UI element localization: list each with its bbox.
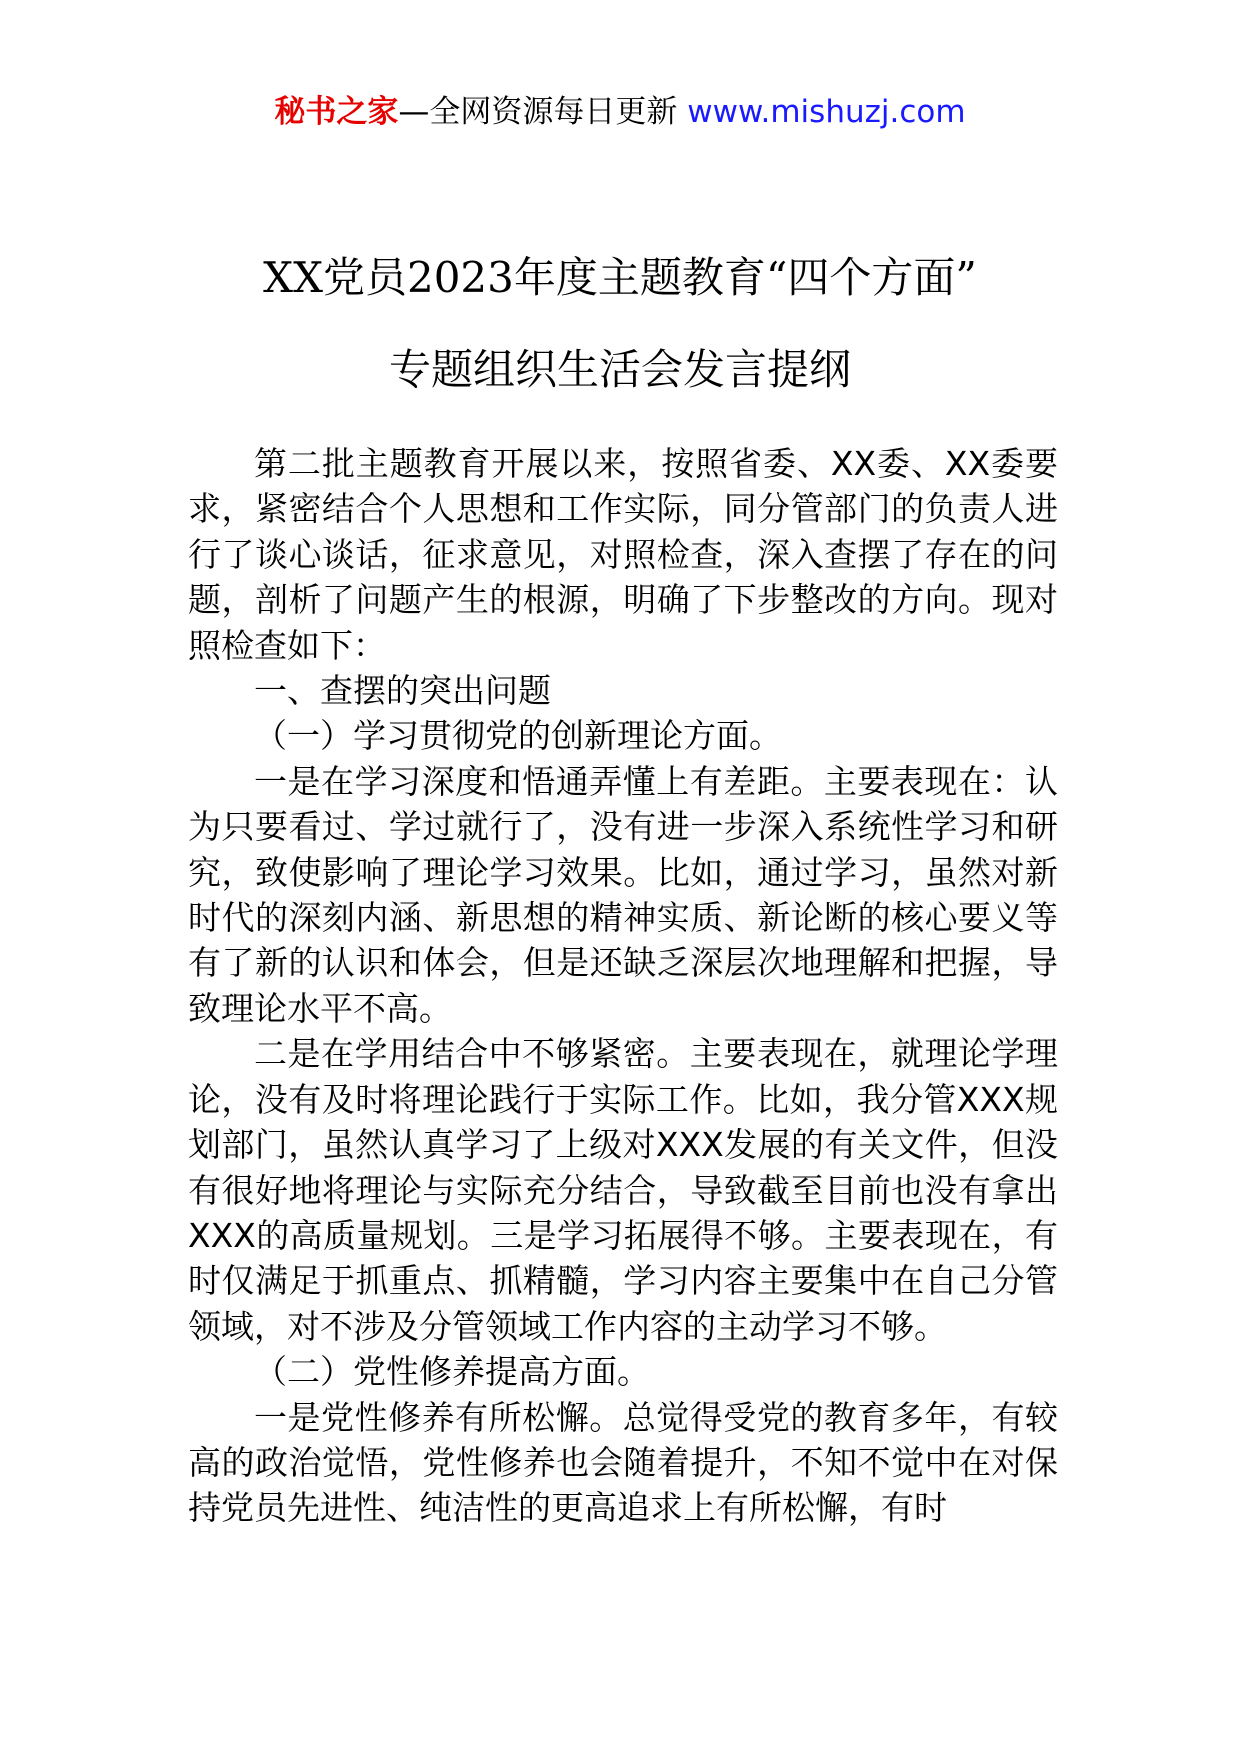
site-brand: 秘书之家 [274,94,399,130]
paragraph-intro: 第二批主题教育开展以来，按照省委、XX委、XX委要求，紧密结合个人思想和工作实际，同分管部门的负责人进行了谈心谈话，征求意见，对照检查，深入查摆了存在的问题，剖析了问题产生的根源，明确了下步整改的方向。现对照检查如下： [188,444,1058,665]
title-line-1: XX党员2023年度主题教育“四个方面” [263,253,977,302]
document-title [0,232,1240,416]
site-header [0,92,1240,132]
subsection-heading-2: （二）党性修养提高方面。 [254,1352,650,1392]
site-tagline: —全网资源每日更新 [398,94,678,130]
paragraph-point-3: 一是党性修养有所松懈。总觉得受党的教育多年，有较高的政治觉悟，党性修养也会随着提升，不知不觉中在对保持党员先进性、纯洁性的更高追求上有所松懈，有时 [188,1397,1058,1528]
title-line-2: 专题组织生活会发言提纲 [388,345,851,394]
paragraph-point-2: 二是在学用结合中不够紧密。主要表现在，就理论学理论，没有及时将理论践行于实际工作。比如，我分管XXX规划部门，虽然认真学习了上级对XXX发展的有关文件，但没有很好地将理论与实际充分结合，导致截至目前也没有拿出XXX的高质量规划。三是学习拓展得不够。主要表现在，有时仅满足于抓重点、抓精髓，学习内容主要集中在自己分管领域，对不涉及分管领域工作内容的主动学习不够。 [188,1034,1058,1346]
paragraph-point-1: 一是在学习深度和悟通弄懂上有差距。主要表现在：认为只要看过、学过就行了，没有进一步深入系统性学习和研究，致使影响了理论学习效果。比如，通过学习，虽然对新时代的深刻内涵、新思想的精神实质、新论断的核心要义等有了新的认识和体会，但是还缺乏深层次地理解和把握，导致理论水平不高。 [188,761,1058,1028]
document-body [188,441,1058,1531]
subsection-heading-1: （一）学习贯彻党的创新理论方面。 [254,716,782,756]
section-heading-1: 一、查摆的突出问题 [254,671,551,711]
site-url-link[interactable]: www.mishuzj.com [687,94,966,130]
